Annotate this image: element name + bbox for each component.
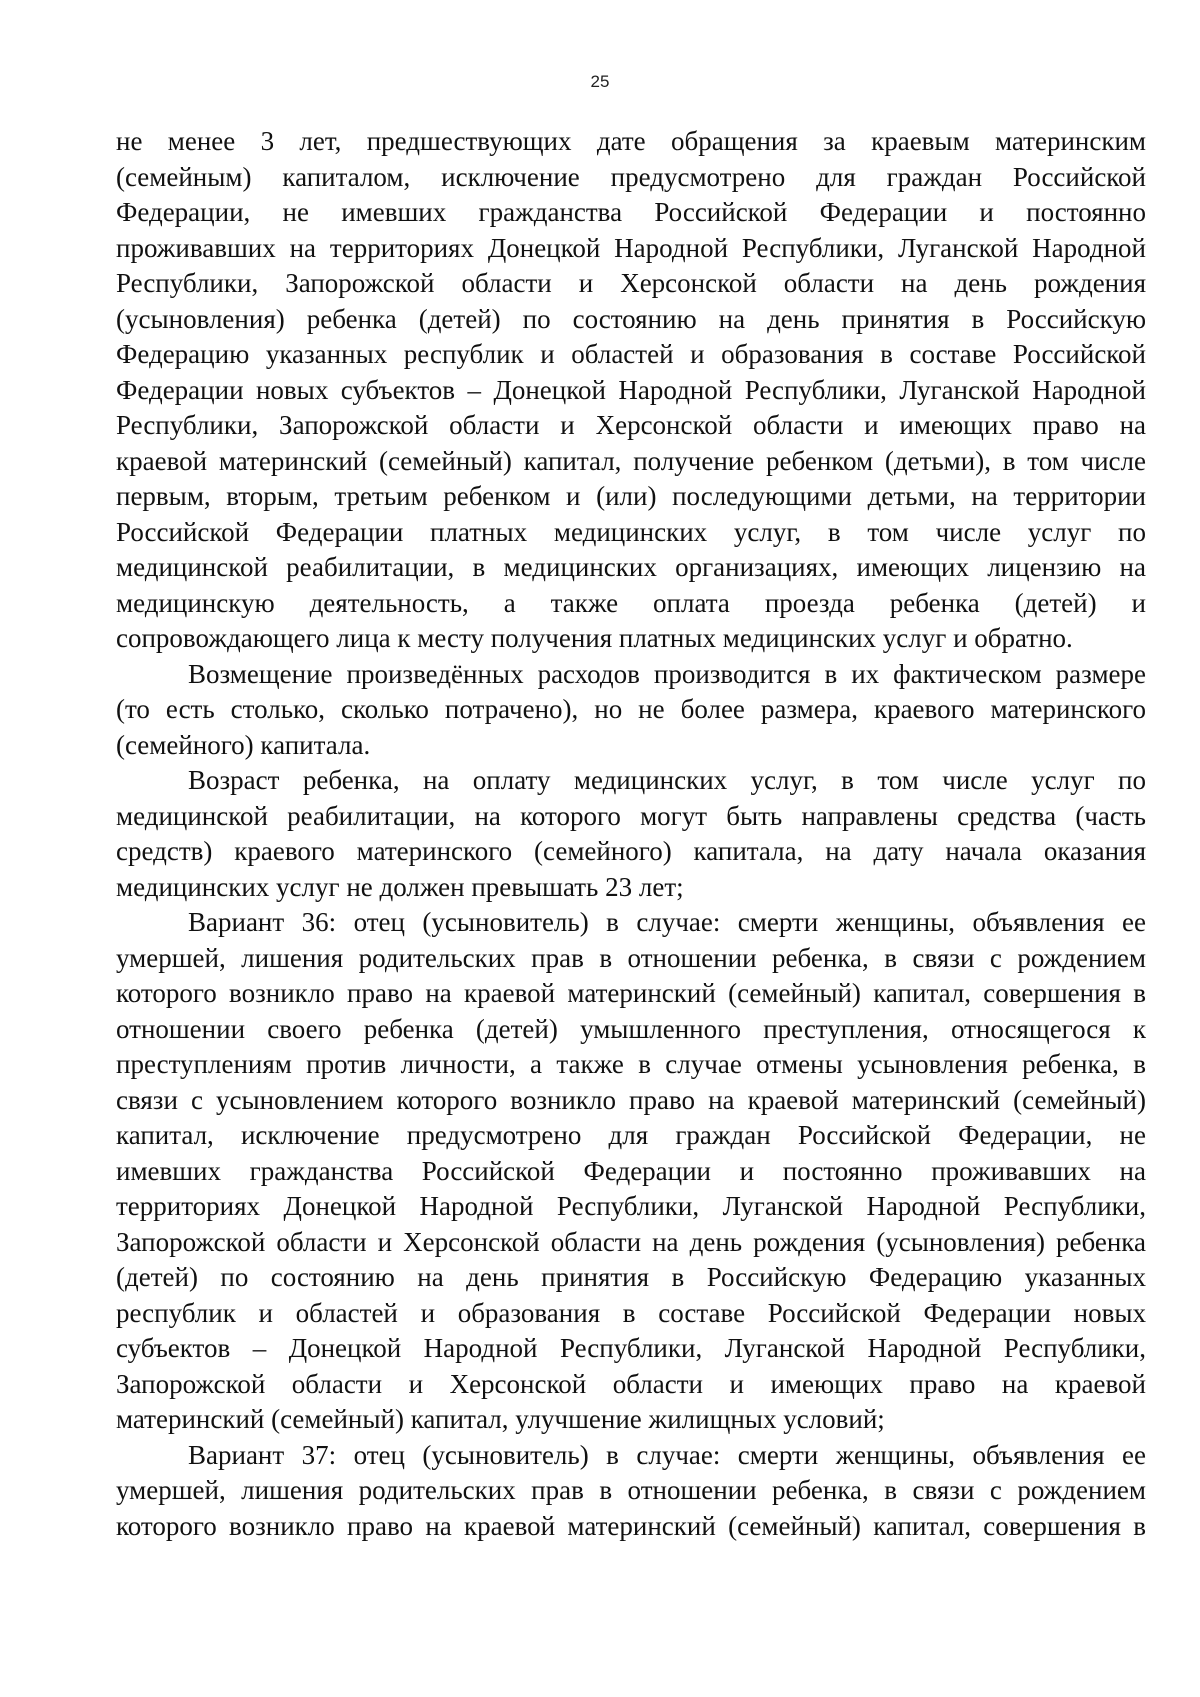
text-line: Республики, Запорожской области и Херсонской области на день рождения xyxy=(116,268,1146,298)
text-line: отношении своего ребенка (детей) умышленного преступления, относящегося к xyxy=(116,1013,1146,1044)
text-line: медицинской реабилитации, на которого могут быть направлены средства (часть xyxy=(116,800,1146,831)
text-line: Республики, Запорожской области и Херсонской области и имеющих право на xyxy=(116,410,1146,440)
text-line: Возмещение произведённых расходов производится в их фактическом размере xyxy=(188,658,1146,689)
text-line: связи с усыновлением которого возникло право на краевой материнский (семейный) xyxy=(116,1084,1146,1115)
text-line: Вариант 37: отец (усыновитель) в случае: смерти женщины, объявления ее xyxy=(188,1439,1146,1470)
paragraph-reimbursement xyxy=(116,657,1146,764)
text-line: краевой материнский (семейный) капитал, получение ребенком (детьми), в том числе xyxy=(116,445,1146,476)
text-line: первым, вторым, третьим ребенком и (или) последующими детьми, на территории xyxy=(116,481,1146,511)
page-number: 25 xyxy=(590,72,610,91)
text-line: медицинской реабилитации, в медицинских организациях, имеющих лицензию на xyxy=(116,552,1146,582)
text-line: средств) краевого материнского (семейного) капитала, на дату начала оказания xyxy=(116,836,1146,866)
text-line: Запорожской области и Херсонской области на день рождения (усыновления) ребенка xyxy=(116,1226,1146,1257)
text-line: Федерации, не имевших гражданства Российской Федерации и постоянно xyxy=(116,197,1146,227)
text-line: республик и областей и образования в составе Российской Федерации новых xyxy=(116,1297,1146,1328)
paragraph-child-age xyxy=(116,763,1146,905)
paragraph-continuation xyxy=(116,124,1146,657)
text-line: материнский (семейный) капитал, улучшение жилищных условий; xyxy=(116,1404,885,1434)
text-line: имевших гражданства Российской Федерации и постоянно проживавших на xyxy=(116,1155,1146,1186)
text-line: (то есть столько, сколько потрачено), но не более размера, краевого материнского xyxy=(116,694,1146,724)
paragraph-variant-37 xyxy=(116,1438,1146,1545)
document-body xyxy=(116,124,1146,1544)
text-line: субъектов – Донецкой Народной Республики, Луганской Народной Республики, xyxy=(116,1333,1146,1363)
text-line: (семейного) капитала. xyxy=(116,729,371,760)
text-line: Федерации новых субъектов – Донецкой Народной Республики, Луганской Народной xyxy=(116,374,1146,405)
text-line: которого возникло право на краевой материнский (семейный) капитал, совершения в xyxy=(116,978,1146,1008)
text-line: медицинскую деятельность, а также оплата проезда ребенка (детей) и xyxy=(116,587,1146,618)
text-line: Вариант 36: отец (усыновитель) в случае: смерти женщины, объявления ее xyxy=(188,907,1146,937)
text-line: территориях Донецкой Народной Республики, Луганской Народной Республики, xyxy=(116,1191,1146,1221)
text-line: (усыновления) ребенка (детей) по состоянию на день принятия в Российскую xyxy=(116,303,1146,334)
text-line: (детей) по состоянию на день принятия в Российскую Федерацию указанных xyxy=(116,1262,1146,1292)
text-line: преступлениям против личности, а также в случае отмены усыновления ребенка, в xyxy=(116,1049,1146,1079)
text-line: умершей, лишения родительских прав в отношении ребенка, в связи с рождением xyxy=(116,942,1146,973)
text-line: Федерацию указанных республик и областей и образования в составе Российской xyxy=(116,339,1146,369)
text-line: Российской Федерации платных медицинских услуг, в том числе услуг по xyxy=(116,516,1146,547)
text-line: медицинских услуг не должен превышать 23 лет; xyxy=(116,871,684,902)
text-line: не менее 3 лет, предшествующих дате обращения за краевым материнским xyxy=(116,126,1146,156)
text-line: (семейным) капиталом, исключение предусмотрено для граждан Российской xyxy=(116,161,1146,192)
text-line: проживавших на территориях Донецкой Народной Республики, Луганской Народной xyxy=(116,232,1146,263)
text-line: умершей, лишения родительских прав в отношении ребенка, в связи с рождением xyxy=(116,1475,1146,1505)
text-line: Запорожской области и Херсонской области и имеющих право на краевой xyxy=(116,1368,1146,1399)
text-line: которого возникло право на краевой материнский (семейный) капитал, совершения в xyxy=(116,1510,1146,1541)
text-line: Возраст ребенка, на оплату медицинских услуг, в том числе услуг по xyxy=(188,765,1146,795)
paragraph-variant-36 xyxy=(116,905,1146,1438)
text-line: сопровождающего лица к месту получения платных медицинских услуг и обратно. xyxy=(116,623,1073,653)
text-line: капитал, исключение предусмотрено для граждан Российской Федерации, не xyxy=(116,1120,1146,1150)
